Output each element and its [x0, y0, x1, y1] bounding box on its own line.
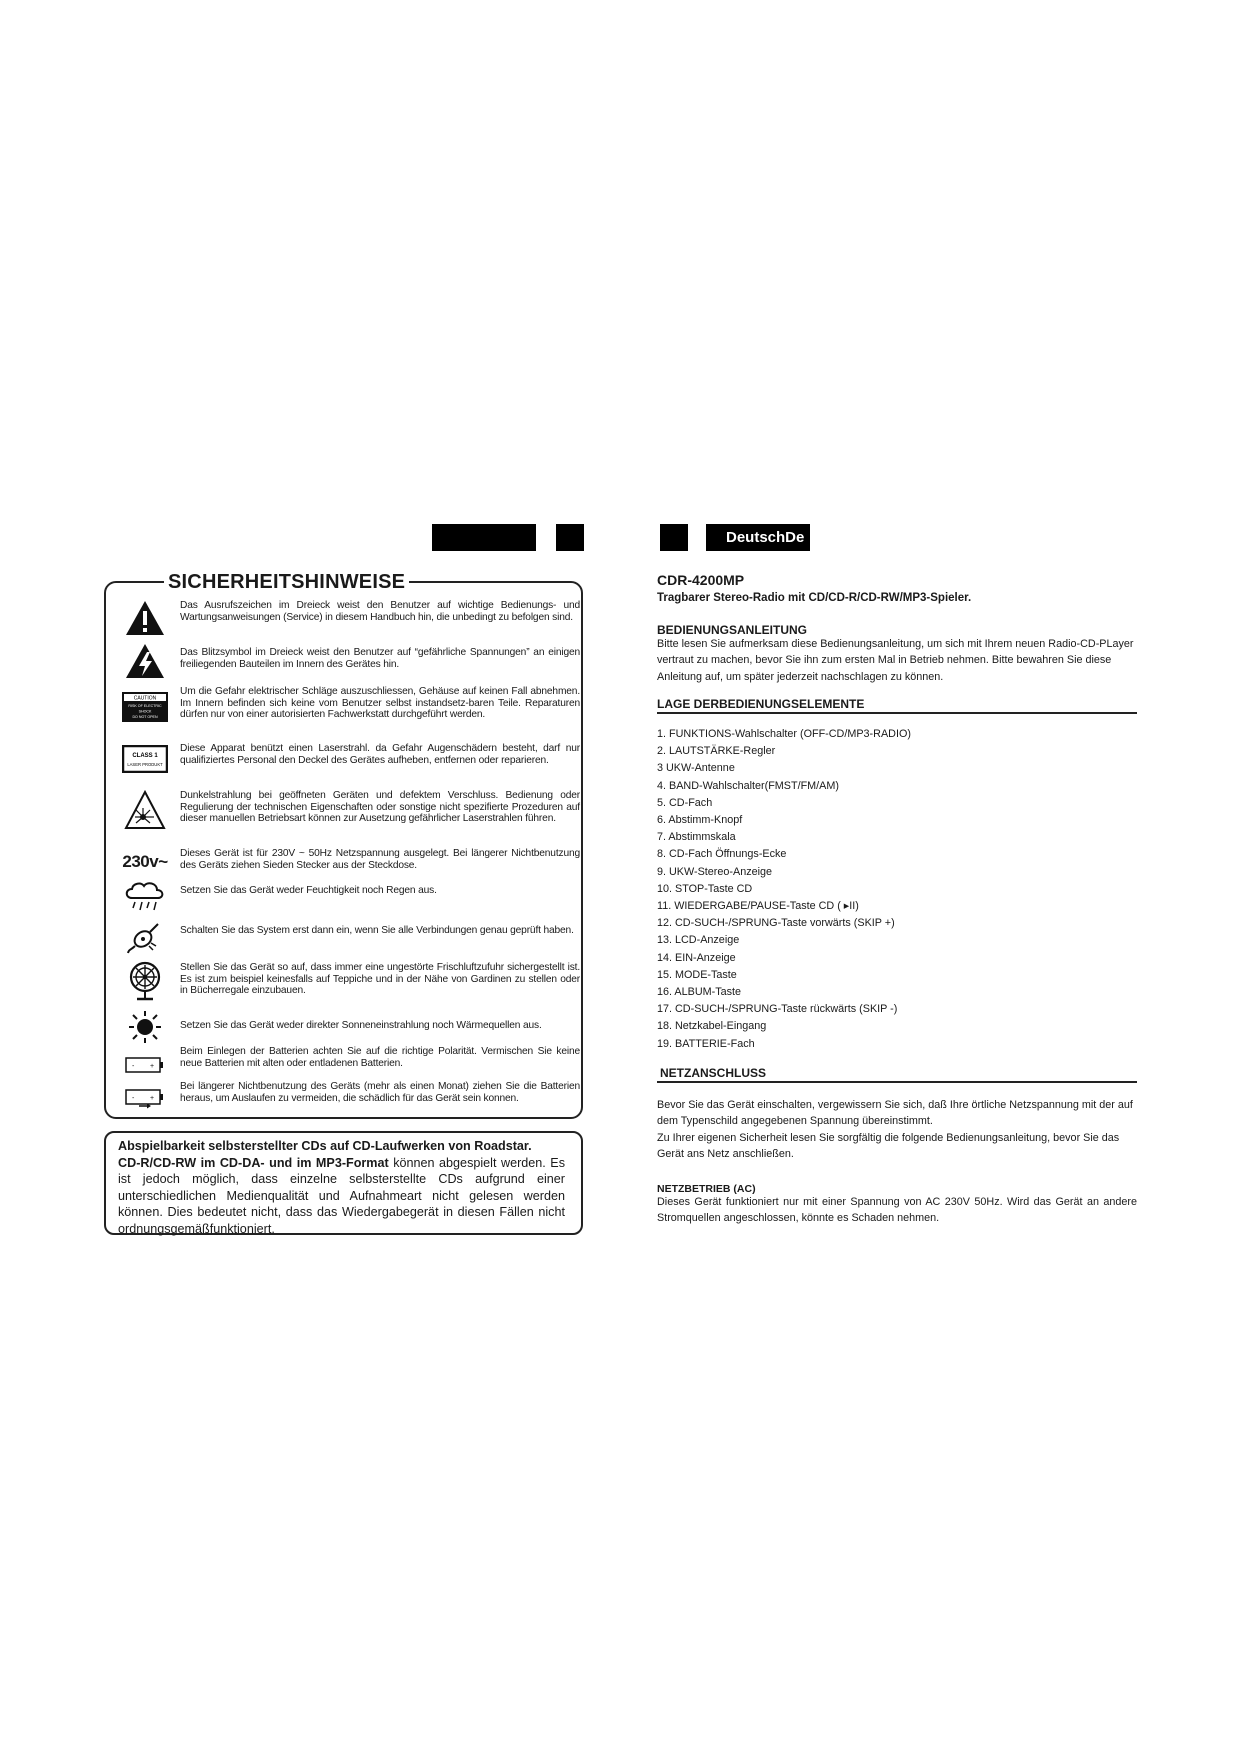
- exclamation-triangle-icon: [110, 600, 180, 636]
- safety-text-battery-removal: Bei längerer Nichtbenutzung des Geräts (mehr als einen Monat) ziehen Sie die Batterien heraus, um Auslaufen zu vermeiden, die schädlich für das Gerät sein konnen.: [180, 1081, 580, 1104]
- svg-text:RISK OF ELECTRIC: RISK OF ELECTRIC: [128, 704, 162, 708]
- safety-title: SICHERHEITSHINWEISE: [164, 570, 409, 594]
- svg-text:-: -: [132, 1063, 135, 1070]
- list-item: 17. CD-SUCH-/SPRUNG-Taste rückwärts (SKIP -): [657, 1003, 898, 1016]
- safety-text-laser-warning: Dunkelstrahlung bei geöffneten Geräten und defektem Verschluss. Bedienung oder Regulierung der technischen Eigenschaften oder sonstige nicht spezifierte Prozeduren auf dieser manuellen Betriebsart können zur Ausetzung gefährlicher Laserstrahlen führen.: [180, 790, 580, 825]
- battery-icon: [110, 1056, 180, 1074]
- voltage-icon: [110, 852, 180, 872]
- cd-note-body: können abgespielt werden. Es ist jedoch möglich, dass einzelne selbsterstellte CDs aufgrund einer unterschiedlichen Medienqualität und Aufnahmeart nicht gelesen werden können. Dies bedeutet nicht, dass das Wiedergabegerät in diesen Fällen nicht ordnungsgemäßfunktioniert.: [118, 1155, 565, 1236]
- safety-item-sun: [110, 1020, 580, 1044]
- battery-removal-icon: [110, 1088, 180, 1110]
- controls-heading: LAGE DERBEDIENUNGSELEMENTE: [657, 697, 1137, 714]
- controls-list: [657, 726, 1137, 1053]
- class1-laser-label-icon: [110, 745, 180, 773]
- safety-item-battery: [110, 1046, 580, 1076]
- list-item: 18. Netzkabel-Eingang: [657, 1020, 767, 1033]
- list-item: 4. BAND-Wahlschalter(FMST/FM/AM): [657, 779, 839, 792]
- laser-warning-triangle-icon: [110, 790, 180, 830]
- rain-cloud-icon: [110, 880, 180, 914]
- cd-note-heading: Abspielbarkeit selbsterstellter CDs auf CD-Laufwerken von Roadstar.: [118, 1139, 532, 1153]
- safety-text-caution: Um die Gefahr elektrischer Schläge auszuschliessen, Gehäuse auf keinen Fall abnehmen. Im Innern befinden sich keine vom Benutzer selbst instandsetz-baren Teile. Reparaturen dürfen nur von einer autorisierten Fachwerkstatt durchgeführt werden.: [180, 686, 580, 721]
- list-item: 11. WIEDERGABE/PAUSE-Taste CD ( ▸II): [657, 900, 859, 913]
- cd-playability-note: [104, 1131, 583, 1235]
- svg-text:-: -: [132, 1095, 135, 1102]
- safety-item-laser-warning: [110, 790, 580, 840]
- list-item: 15. MODE-Taste: [657, 968, 737, 981]
- list-item: 6. Abstimm-Knopf: [657, 814, 743, 827]
- safety-item-class1: [110, 743, 580, 781]
- list-item: 2. LAUTSTÄRKE-Regler: [657, 745, 776, 758]
- list-item: 1. FUNKTIONS-Wahlschalter (OFF-CD/MP3-RADIO): [657, 728, 911, 740]
- cd-note-format: CD-R/CD-RW im CD-DA- und im MP3-Format: [118, 1155, 389, 1170]
- header-tab-block-2: [556, 524, 584, 551]
- list-item: 5. CD-Fach: [657, 796, 713, 809]
- list-item: 10. STOP-Taste CD: [657, 882, 753, 895]
- power-text-1: Bevor Sie das Gerät einschalten, vergewissern Sie sich, daß Ihre örtliche Netzspannung mit der auf dem Typenschild angegebenen Spannung übereinstimmt.: [657, 1099, 1133, 1128]
- product-subtitle: Tragbarer Stereo-Radio mit CD/CD-R/CD-RW/MP3-Spieler.: [657, 592, 972, 604]
- svg-text:CAUTION: CAUTION: [133, 695, 157, 702]
- svg-text:CLASS 1: CLASS 1: [132, 753, 158, 759]
- safety-text-plug: Schalten Sie das System erst dann ein, wenn Sie alle Verbindungen genau geprüft haben.: [180, 925, 574, 936]
- safety-item-exclamation: [110, 600, 580, 638]
- list-item: 9. UKW-Stereo-Anzeige: [657, 865, 773, 878]
- safety-item-battery-removal: [110, 1081, 580, 1117]
- sun-icon: [110, 1010, 180, 1044]
- power-text-2: Zu Ihrer eigenen Sicherheit lesen Sie sorgfältig die folgende Bedienungsanleitung, bevor Sie das Gerät ans Netz anschließen.: [657, 1132, 1120, 1161]
- lightning-triangle-icon: [110, 643, 180, 679]
- power-heading: NETZANSCHLUSS: [657, 1066, 1137, 1083]
- list-item: 7. Abstimmskala: [657, 831, 736, 844]
- ac-heading: NETZBETRIEB (AC): [657, 1183, 756, 1195]
- list-item: 19. BATTERIE-Fach: [657, 1037, 755, 1050]
- safety-text-lightning: Das Blitzsymbol im Dreieck weist den Benutzer auf “gefährliche Spannungen” an einigen freiliegenden Bauteilen im Innern des Gerätes hin.: [180, 647, 580, 670]
- manual-heading: BEDIENUNGSANLEITUNG: [657, 623, 808, 637]
- svg-text:+: +: [150, 1095, 155, 1102]
- plug-icon: [110, 919, 180, 955]
- safety-item-lightning: [110, 647, 580, 677]
- safety-text-exclamation: Das Ausrufszeichen im Dreieck weist den Benutzer auf wichtige Bedienungs- und Wartungsanweisungen (Service) in diesem Handbuch hin, die unbedingt zu befolgen sind.: [180, 600, 580, 623]
- safety-text-voltage: Dieses Gerät ist für 230V ~ 50Hz Netzspannung ausgelegt. Bei längerer Nichtbenutzung des Geräts ziehen Sieden Stecker aus der Steckdose.: [180, 848, 580, 871]
- list-item: 12. CD-SUCH-/SPRUNG-Taste vorwärts (SKIP +): [657, 917, 895, 930]
- language-tab-deutsch: DeutschDe: [706, 524, 810, 551]
- list-item: 3 UKW-Antenne: [657, 762, 735, 775]
- list-item: 13. LCD-Anzeige: [657, 934, 740, 947]
- list-item: 14. EIN-Anzeige: [657, 951, 736, 964]
- voltage-label: 230v~: [122, 852, 168, 871]
- safety-text-ventilation: Stellen Sie das Gerät so auf, dass immer eine ungestörte Frischluftzufuhr sichergestellt ist. Es ist zum beispiel keinesfalls auf Teppiche und in der Nähe von Gardinen zu stellen oder in Bücherregale einzubauen.: [180, 962, 580, 997]
- safety-item-caution: [110, 686, 580, 736]
- safety-item-voltage: [110, 848, 580, 878]
- manual-intro-text: Bitte lesen Sie aufmerksam diese Bedienungsanleitung, um sich mit Ihrem neuen Radio-CD-PLayer vertraut zu machen, bevor Sie ihn zum ersten Mal in Betrieb nehmen. Bitte bewahren Sie diese Anleitung auf, um später jederzeit nachschlagen zu können.: [657, 638, 1134, 683]
- safety-text-class1: Diese Apparat benützt einen Laserstrahl. da Gefahr Augenschädern besteht, darf nur qualifiziertes Personal den Deckel des Gerätes aufheben, entfernen oder reparieren.: [180, 743, 580, 766]
- ventilation-fan-icon: [110, 960, 180, 1002]
- svg-text:SHOCK: SHOCK: [138, 709, 152, 714]
- list-item: 16. ALBUM-Taste: [657, 986, 742, 999]
- svg-text:DO NOT OPEN: DO NOT OPEN: [132, 715, 158, 719]
- svg-text:+: +: [150, 1063, 155, 1070]
- ac-text: Dieses Gerät funktioniert nur mit einer Spannung von AC 230V 50Hz. Wird das Gerät an andere Stromquellen angeschlossen, könnte es Schaden nehmen.: [657, 1196, 1137, 1225]
- safety-text-sun: Setzen Sie das Gerät weder direkter Sonneneinstrahlung noch Wärmequellen aus.: [180, 1020, 542, 1031]
- header-tab-block-3: [660, 524, 688, 551]
- safety-text-battery: Beim Einlegen der Batterien achten Sie auf die richtige Polarität. Vermischen Sie keine neue Batterien mit alten oder entladenen Batterien.: [180, 1046, 580, 1069]
- list-item: 8. CD-Fach Öffnungs-Ecke: [657, 848, 787, 861]
- safety-item-plug: [110, 925, 580, 955]
- safety-text-rain: Setzen Sie das Gerät weder Feuchtigkeit noch Regen aus.: [180, 885, 437, 896]
- model-number: CDR-4200MP: [657, 572, 745, 588]
- safety-item-ventilation: [110, 962, 580, 1006]
- header-tab-block-1: [432, 524, 536, 551]
- caution-label-icon: [110, 692, 180, 722]
- safety-item-rain: [110, 885, 580, 915]
- svg-text:LASER PRODUKT: LASER PRODUKT: [127, 762, 163, 767]
